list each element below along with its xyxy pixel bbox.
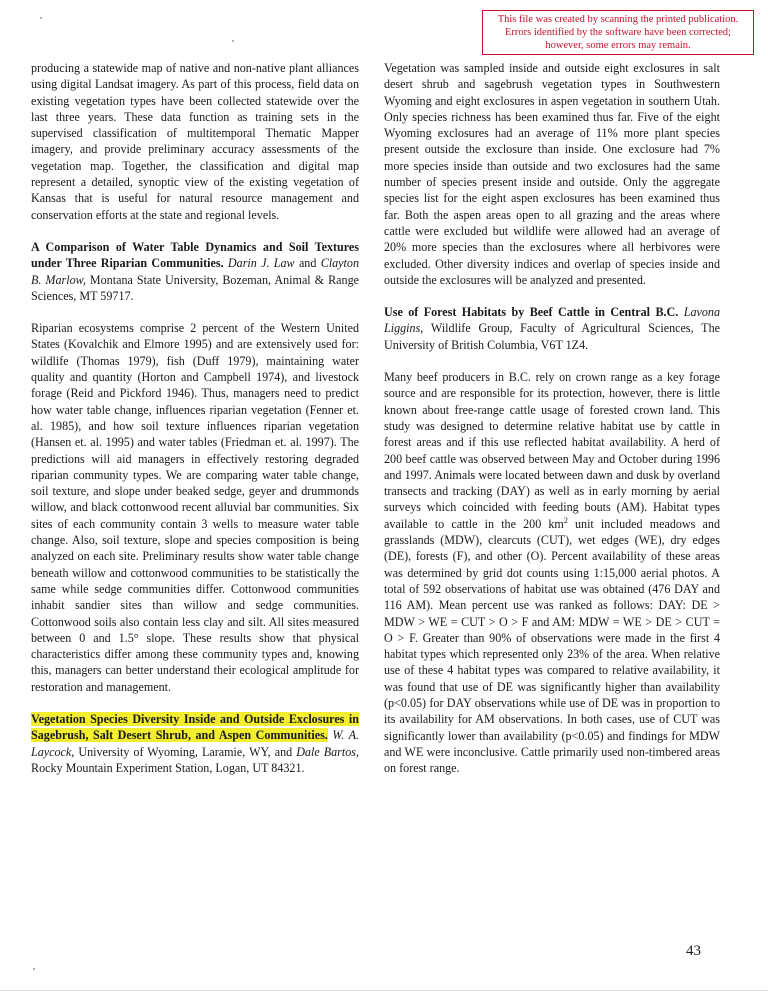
abstract-title: Use of Forest Habitats by Beef Cattle in Central B.C. [384,305,679,320]
author-name: W. A. Laycock, [31,728,359,759]
intro-paragraph: producing a statewide map of native and non-native plant alliances using digital Landsat imagery. As part of this process, field data on existing vegetation types have been collected statewide over the last three years. These data function as training sets in the supervised classification of multitemporal Thematic Mapper imagery, and provide preliminary accuracy assessments of the vegetation map. Together, the classification and digital map represent a detailed, synoptic view of the existing vegetation of Kansas that is useful for natural resource management and conservation efforts at the state and regional levels. [31,61,359,222]
page-edge [0,990,768,991]
abstract-body-water-table: Riparian ecosystems comprise 2 percent of the Western United States (Kovalchik and Elmore 1995) and are extensively used for: wildlife (Thomas 1979), fish (Duff 1979), maintaining water quality and quantity (Horton and Campbell 1974), and livestock forage (Reid and Pickford 1946). Thus, managers need to predict how water table change, influences riparian vegetation (Fenner et. al. 1985), and how soil texture influences riparian vegetation (Hansen et. al. 1995) and water tables (Friedman et. al. 1997). The predictions will aid managers in effectively restoring degraded riparian community types. We are comparing water table change, soil texture, and slope under beaked sedge, geyer and drummonds willow, and black cottonwood recent alluvial bar communities. Six sites of each community contain 3 wells to measure water table change. Also, soil texture, slope and species composition is being analyzed on each site. Preliminary results show water table change beneath willow and cottonwood communities to be statistically the same while sedge communities differ. Cottonwood communities inhabit sandier sites than willow and sedge communities. Cottonwood soils also contain less clay and silt. All sites measured between 0 and 1.5° slope. These results show that physical characteristics differ among these community types and, knowing this, managers can better understand their ecological amplitude for restoration and management. [31,321,359,694]
author-name: Clayton B. Marlow, [31,256,359,287]
author-conjunction: and [298,256,317,271]
scan-speck [40,17,42,19]
scan-speck [33,968,35,970]
page-number: 43 [686,943,701,959]
author-affiliation: Montana State University, Bozeman, Animal & Range Sciences, MT 59717. [31,272,359,303]
author-affiliation: University of Wyoming, Laramie, WY, and [78,744,293,759]
abstract-title: Vegetation Species Diversity Inside and Outside Exclosures in Sagebrush, Salt Desert Shrub, and Aspen Communities. [31,711,359,743]
author-name: Lavona Liggins, [384,305,720,336]
abstract-body-forest-habitats [384,369,720,776]
author-name: Darin J. Law [227,256,295,271]
abstract-body-part: Many beef producers in B.C. rely on crown range as a key forage source and are responsible for its protection, however, there is little known about free-range cattle usage of forested crown land. This study was designed to determine relative habitat use by cattle in forest areas and if this use reflected habitat availability. A herd of 200 beef cattle was observed between May and October during 1996 and 1997. Animals were located between dawn and dusk by overland transects and tracking (DAY) as well as in early morning by aerial surveys which coincided with feeding bouts (AM). Habitat types available to cattle in the 200 km [384,370,720,531]
abstract-heading-forest-habitats [384,304,720,353]
author-name: Dale Bartos, [296,744,359,759]
scan-speck [232,40,234,42]
left-column [31,60,359,792]
superscript: 2 [563,515,568,525]
scan-notice: This file was created by scanning the printed publication. Errors identified by the software have been corrected; however, some errors may remain. [482,10,754,55]
abstract-heading-water-table [31,239,359,304]
abstract-title: A Comparison of Water Table Dynamics and Soil Textures under Three Riparian Communities. [31,239,359,271]
author-affiliation: Wildlife Group, Faculty of Agricultural Sciences, The University of British Columbia, V6T 1Z4. [384,321,720,352]
right-column [384,60,720,792]
abstract-body-part: unit included meadows and grasslands (MDW), clearcuts (CUT), wet edges (WE), dry edges (DE), forests (F), and other (O). Percent availability of these areas was determined by grid dot counts using 1:15,000 aerial photos. A total of 592 observations of habitat use was obtained (476 DAY and 116 AM). Mean percent use was ranked as follows: DAY: DE > MDW > WE = CUT > O > F and AM: MDW = WE > DE > CUT = O > F. Greater than 90% of observations were made in the first 4 habitat types which represented only 23% of the area. When relative use of these 4 habitat types was compared to relative availability, it was found that use of DE was significantly higher than availability (p<0.05) for DAY observations while use of DE was in proportion to its availability for AM observations. In both cases, use of CUT was significantly lower than availability (p<0.05) and findings for MDW and WE were inconclusive. Cattle primarily used non-timbered areas on forest range. [384,516,720,776]
abstract-heading-species-diversity [31,711,359,776]
author-affiliation: Rocky Mountain Experiment Station, Logan, UT 84321. [31,760,305,775]
abstract-body-species-diversity: Vegetation was sampled inside and outside eight exclosures in salt desert shrub and sagebrush vegetation types in Southwestern Wyoming and eight exclosures in aspen vegetation in southern Utah. Only species richness has been examined thus far. Five of the eight Wyoming exclosures had an average of 11% more plant species present outside the exclosure than inside. One exclosure had 7% more species inside than outside and two exclosures had the same number of species present inside and outside. Only the aggregate species list for the eight aspen exclosures has been examined thus far. Both the aspen areas open to all grazing and the areas where cattle were excluded but wildlife were allowed had an average of 20% more species than the exclosures where all herbivores were excluded. Other diversity indices and overlap of species inside and outside the exclosures will be analyzed and presented. [384,61,720,287]
